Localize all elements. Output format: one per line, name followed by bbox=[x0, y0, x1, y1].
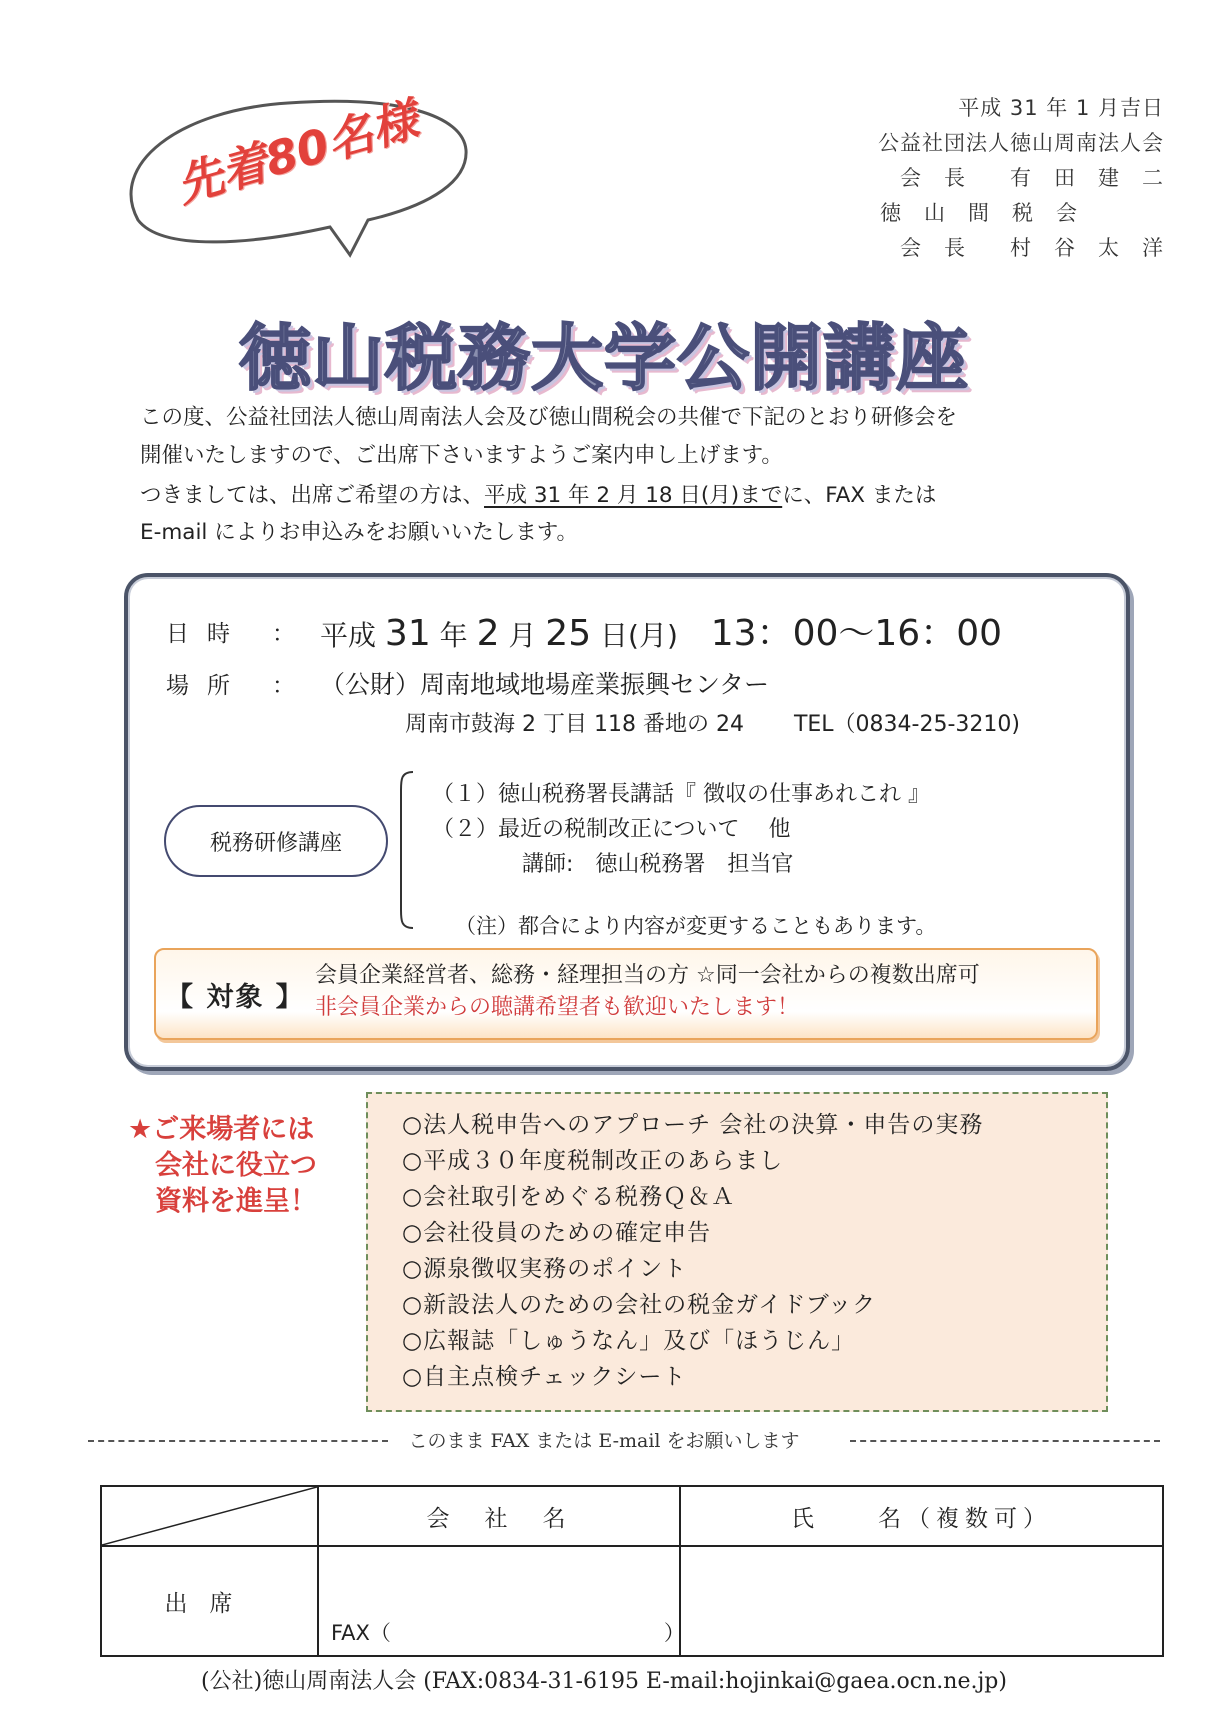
deadline-text: 平成 31 年 2 月 18 日(月)まで bbox=[484, 483, 783, 508]
handout-item: ○会社役員のための確定申告 bbox=[402, 1220, 712, 1246]
intro-paragraph-3 bbox=[140, 478, 1100, 509]
date-year-unit: 年 bbox=[439, 619, 468, 652]
handout-item: ○新設法人のための会社の税金ガイドブック bbox=[402, 1292, 877, 1318]
organizer-2: 徳 山 間 税 会 bbox=[880, 201, 1078, 225]
handout-item: ○法人税申告へのアプローチ 会社の決算・申告の実務 bbox=[402, 1112, 984, 1138]
venue-street: 周南市鼓海 2 丁目 118 番地の 24 bbox=[405, 712, 744, 737]
intro-p3-a: つきましては、出席ご希望の方は、 bbox=[140, 483, 485, 508]
event-time: 13：00～16：00 bbox=[710, 613, 1003, 654]
issue-date: 平成 31 年 1 月吉日 bbox=[958, 96, 1164, 120]
place-colon: ： bbox=[272, 673, 295, 699]
handout-item: ○広報誌「しゅうなん」及び「ほうじん」 bbox=[402, 1328, 856, 1354]
target-label: 【 対象 】 bbox=[166, 982, 305, 1013]
intro-paragraph-2: 開催いたしますので、ご出席下さいますようご案内申し上げます。 bbox=[140, 443, 783, 468]
intro-paragraph-4: E-mail によりお申込みをお願いいたします。 bbox=[140, 520, 579, 545]
fax-field-label: FAX（ ） bbox=[331, 1621, 685, 1645]
date-label: 日時 bbox=[166, 621, 248, 647]
organizer-2-chair: 会 長 村 谷 太 洋 bbox=[900, 236, 1164, 260]
intro-paragraph-1: この度、公益社団法人徳山周南法人会及び徳山間税会の共催で下記のとおり研修会を bbox=[140, 405, 958, 430]
handout-item: ○自主点検チェックシート bbox=[402, 1364, 687, 1390]
lecture-1: （１）徳山税務署長講話『 徴収の仕事あれこれ 』 bbox=[432, 782, 930, 807]
organizer-1-chair: 会 長 有 田 建 二 bbox=[900, 166, 1164, 190]
date-month: 2 bbox=[476, 613, 500, 654]
content-change-note: （注）都合により内容が変更することもあります。 bbox=[455, 914, 937, 938]
target-line-1: 会員企業経営者、総務・経理担当の方 ☆同一会社からの複数出席可 bbox=[315, 963, 980, 988]
table-corner-cell bbox=[101, 1486, 318, 1546]
company-name-field[interactable] bbox=[318, 1546, 685, 1656]
handout-item: ○会社取引をめぐる税務Ｑ＆Ａ bbox=[402, 1184, 736, 1210]
date-era: 平成 bbox=[320, 619, 377, 652]
target-line-2: 非会員企業からの聴講希望者も歓迎いたします！ bbox=[315, 995, 800, 1020]
venue-phone: TEL（0834-25-3210) bbox=[793, 712, 1020, 737]
registration-form-table bbox=[100, 1485, 1164, 1657]
date-day: 25 bbox=[545, 613, 592, 654]
organizer-1: 公益社団法人徳山周南法人会 bbox=[878, 131, 1164, 155]
date-month-unit: 月 bbox=[508, 619, 537, 652]
cut-instruction bbox=[0, 1426, 1208, 1453]
lecturer: 講師: 徳山税務署 担当官 bbox=[522, 852, 794, 877]
bracket-divider bbox=[395, 770, 415, 930]
footer-contact: (公社)徳山周南法人会 (FAX:0834-31-6195 E-mail:hojinkai@gaea.ocn.ne.jp) bbox=[201, 1669, 1007, 1694]
company-name-header: 会 社 名 bbox=[318, 1486, 680, 1546]
attendee-name-header: 氏 名（複数可） bbox=[680, 1486, 1163, 1546]
lecture-2: （２）最近の税制改正について 他 bbox=[432, 817, 791, 842]
venue-address bbox=[405, 707, 1020, 738]
page-title: 徳山税務大学公開講座 bbox=[238, 316, 969, 400]
handout-list bbox=[402, 1107, 983, 1395]
gift-note-line-1: ★ご来場者には bbox=[128, 1114, 315, 1145]
attendee-name-field[interactable] bbox=[680, 1546, 1163, 1656]
event-datetime bbox=[320, 605, 1002, 656]
handout-item: ○平成３０年度税制改正のあらまし bbox=[402, 1148, 784, 1174]
diagonal-line bbox=[102, 1487, 317, 1545]
date-day-unit: 日(月) bbox=[600, 619, 678, 652]
gift-note-line-3: 資料を進呈！ bbox=[155, 1186, 317, 1217]
date-year: 31 bbox=[384, 613, 431, 654]
cut-instruction-text: このまま FAX または E-mail をお願いします bbox=[396, 1430, 811, 1452]
handout-item: ○源泉徴収実務のポイント bbox=[402, 1256, 688, 1282]
date-colon: ： bbox=[272, 621, 295, 647]
intro-p3-b: に、FAX または bbox=[782, 483, 937, 508]
gift-note-line-2: 会社に役立つ bbox=[155, 1150, 317, 1181]
course-label: 税務研修講座 bbox=[164, 805, 388, 877]
first-come-badge: 先着80名様 bbox=[170, 92, 424, 213]
venue-name: （公財）周南地域地場産業振興センター bbox=[320, 670, 770, 699]
attend-row-label: 出席 bbox=[101, 1546, 318, 1656]
place-label: 場所 bbox=[166, 673, 248, 699]
